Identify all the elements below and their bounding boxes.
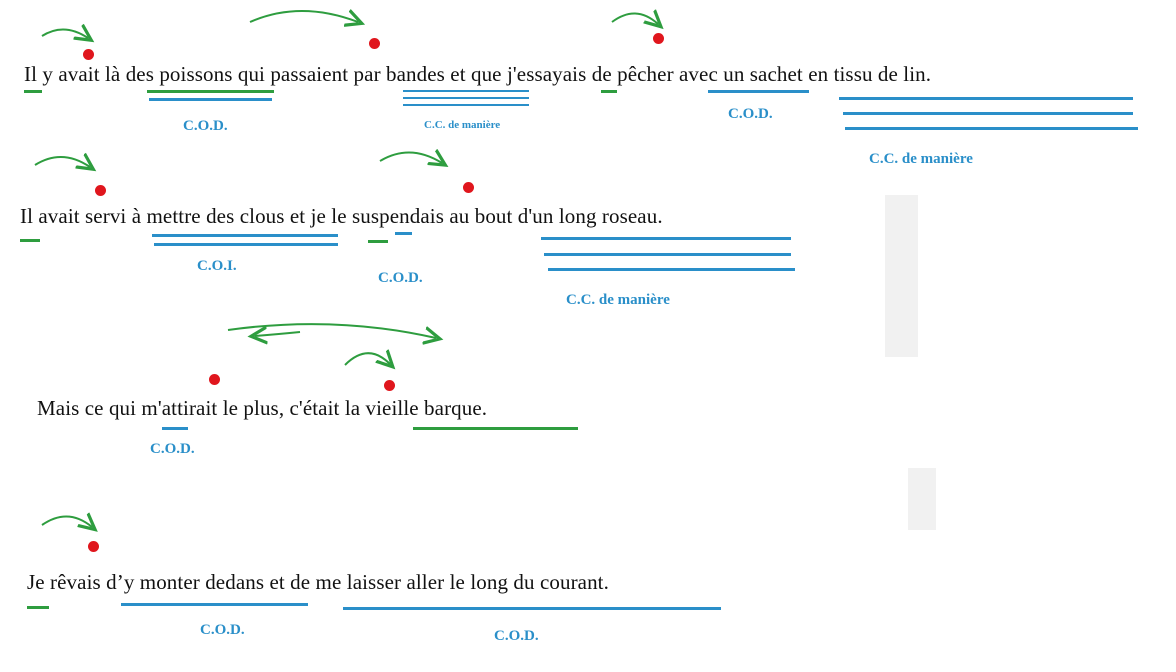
cod-underline xyxy=(121,603,308,606)
ccm-underline xyxy=(839,97,1133,100)
verb-dot xyxy=(369,38,380,49)
verb-dot xyxy=(653,33,664,44)
arrow-s2-subject xyxy=(35,157,90,167)
cod-underline xyxy=(708,90,809,93)
label-cod: C.O.D. xyxy=(150,441,195,457)
arrow-s4-subject xyxy=(42,516,92,527)
label-ccm: C.C. de manière xyxy=(566,292,670,308)
subject-underline xyxy=(368,240,388,243)
verb-dot xyxy=(384,380,395,391)
ccm-underline xyxy=(843,112,1133,115)
verb-dot xyxy=(95,185,106,196)
sentence-4: Je rêvais d’y monter dedans et de me laisser aller le long du courant. xyxy=(27,570,609,594)
verb-dot xyxy=(209,374,220,385)
verb-dot xyxy=(463,182,474,193)
ccm-underline xyxy=(544,253,791,256)
coi-underline xyxy=(154,243,338,246)
ccm-underline xyxy=(403,104,529,106)
subject-underline xyxy=(601,90,617,93)
arrow-s1-subject xyxy=(42,29,88,38)
cod-underline xyxy=(149,98,272,101)
cod-underline xyxy=(343,607,721,610)
coi-underline xyxy=(152,234,338,237)
label-cod: C.O.D. xyxy=(494,628,539,644)
ccm-underline xyxy=(541,237,791,240)
ccm-underline xyxy=(845,127,1138,130)
sentence-1: Il y avait là des poissons qui passaient par bandes et que j'essayais de pêcher avec un sachet en tissu de lin. xyxy=(24,62,932,86)
label-ccm: C.C. de manière xyxy=(424,119,501,131)
cod-underline xyxy=(162,427,188,430)
label-cod: C.O.D. xyxy=(378,270,423,286)
label-cod: C.O.D. xyxy=(183,118,228,134)
arrow-s3-qui-back xyxy=(255,332,300,336)
ccm-underline xyxy=(548,268,795,271)
label-coi: C.O.I. xyxy=(197,258,237,274)
arrow-s2-je xyxy=(380,152,442,163)
arrow-s1-relative xyxy=(250,11,358,22)
ccm-underline xyxy=(403,90,529,92)
verb-dot xyxy=(88,541,99,552)
subject-underline xyxy=(147,90,274,93)
sentence-3: Mais ce qui m'attirait le plus, c'était la vieille barque. xyxy=(37,396,488,420)
label-ccm: C.C. de manière xyxy=(869,151,973,167)
verb-dot xyxy=(83,49,94,60)
sentence-2: Il avait servi à mettre des clous et je le suspendais au bout d'un long roseau. xyxy=(20,204,663,228)
subject-underline xyxy=(20,239,40,242)
subject-underline xyxy=(413,427,578,430)
arrow-s3-main xyxy=(345,353,390,365)
subject-underline xyxy=(24,90,42,93)
label-cod: C.O.D. xyxy=(728,106,773,122)
cod-underline xyxy=(395,232,412,235)
label-cod: C.O.D. xyxy=(200,622,245,638)
ccm-underline xyxy=(403,97,529,99)
subject-underline xyxy=(27,606,49,609)
arrow-s1-que xyxy=(612,13,658,24)
